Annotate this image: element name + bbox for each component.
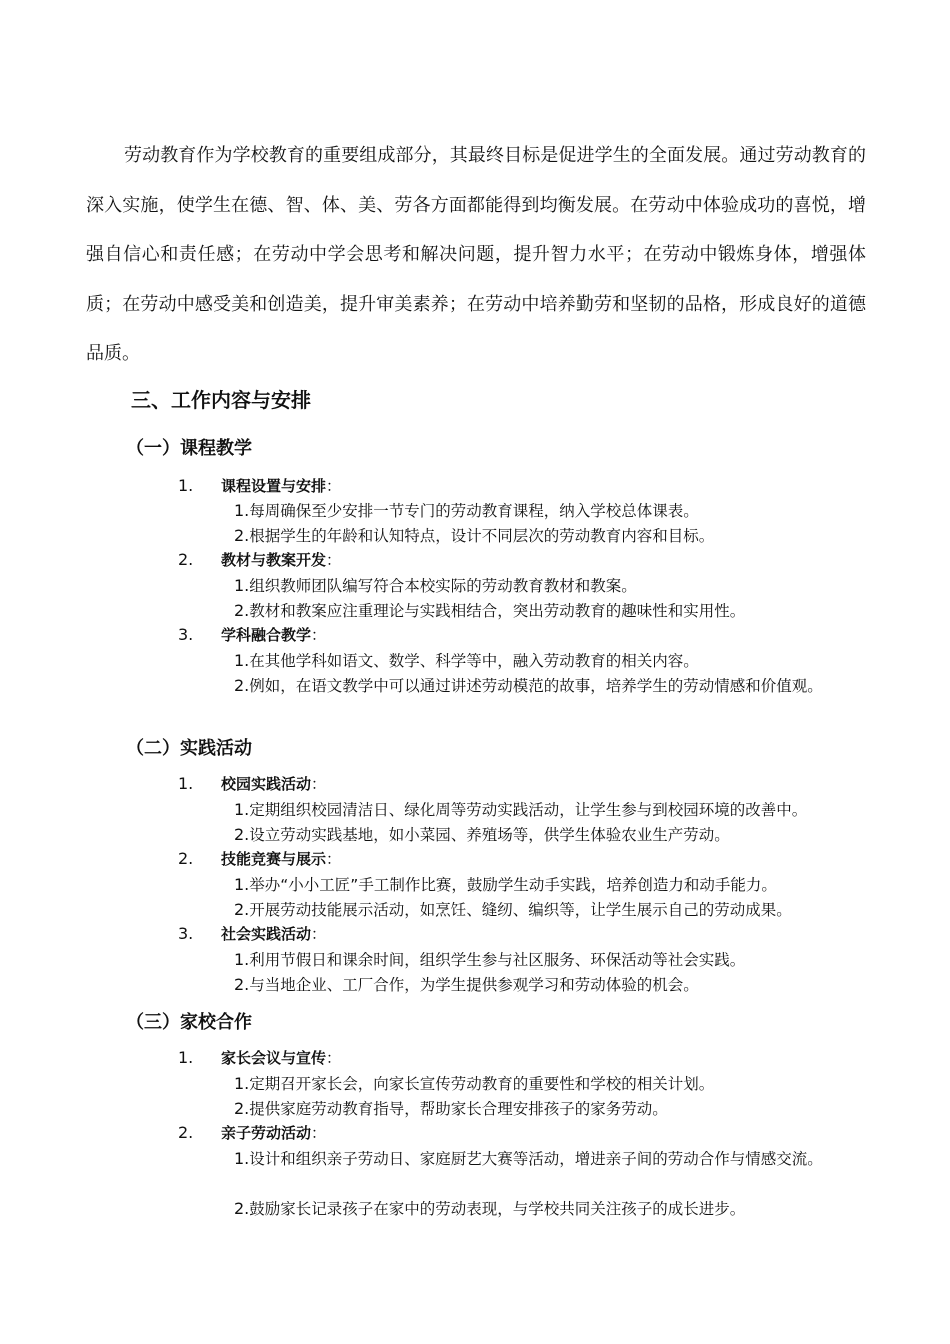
sub-item: 1.定期组织校园清洁日、绿化周等劳动实践活动，让学生参与到校园环境的改善中。 (234, 800, 808, 819)
list-item: 2. 亲子劳动活动： (178, 1123, 327, 1142)
sub-item: 1.每周确保至少安排一节专门的劳动教育课程，纳入学校总体课表。 (234, 501, 699, 520)
subsection-title-course: （一）课程教学 (126, 438, 252, 459)
subsection-title-practice: （二）实践活动 (126, 738, 252, 759)
list-item: 1. 校园实践活动： (178, 774, 327, 793)
list-item: 3. 社会实践活动： (178, 924, 327, 943)
list-item: 3. 学科融合教学： (178, 625, 327, 644)
sub-item: 2.教材和教案应注重理论与实践相结合，突出劳动教育的趣味性和实用性。 (234, 601, 746, 620)
subsection-title-home-school: （三）家校合作 (126, 1012, 252, 1033)
list-item: 2. 技能竞赛与展示： (178, 849, 342, 868)
sub-item: 2.设立劳动实践基地，如小菜园、养殖场等，供学生体验农业生产劳动。 (234, 825, 730, 844)
sub-item: 2.与当地企业、工厂合作，为学生提供参观学习和劳动体验的机会。 (234, 975, 699, 994)
sub-item: 1.举办“小小工匠”手工制作比赛，鼓励学生动手实践，培养创造力和动手能力。 (234, 875, 777, 894)
intro-paragraph: 劳动教育作为学校教育的重要组成部分，其最终目标是促进学生的全面发展。通过劳动教育的深入实施，使学生在德、智、体、美、劳各方面都能得到均衡发展。在劳动中体验成功的喜悦，增强自信心和责任感；在劳动中学会思考和解决问题，提升智力水平；在劳动中锻炼身体，增强体质；在劳动中感受美和创造美，提升审美素养；在劳动中培养勤劳和坚韧的品格，形成良好的道德品质。 (86, 145, 866, 365)
sub-item: 1.在其他学科如语文、数学、科学等中，融入劳动教育的相关内容。 (234, 651, 699, 670)
sub-item: 1.定期召开家长会，向家长宣传劳动教育的重要性和学校的相关计划。 (234, 1074, 715, 1093)
list-item: 1. 课程设置与安排： (178, 476, 342, 495)
sub-item: 1.组织教师团队编写符合本校实际的劳动教育教材和教案。 (234, 576, 637, 595)
sub-item: 2.根据学生的年龄和认知特点，设计不同层次的劳动教育内容和目标。 (234, 526, 715, 545)
sub-item: 1.利用节假日和课余时间，组织学生参与社区服务、环保活动等社会实践。 (234, 950, 746, 969)
list-item: 2. 教材与教案开发： (178, 550, 342, 569)
sub-item: 2.开展劳动技能展示活动，如烹饪、缝纫、编织等，让学生展示自己的劳动成果。 (234, 900, 792, 919)
sub-item: 2.例如，在语文教学中可以通过讲述劳动模范的故事，培养学生的劳动情感和价值观。 (234, 676, 823, 695)
section-heading: 三、工作内容与安排 (131, 388, 311, 412)
sub-item: 2.提供家庭劳动教育指导，帮助家长合理安排孩子的家务劳动。 (234, 1099, 668, 1118)
list-item: 1. 家长会议与宣传： (178, 1048, 342, 1067)
sub-item: 1.设计和组织亲子劳动日、家庭厨艺大赛等活动，增进亲子间的劳动合作与情感交流。 (234, 1149, 823, 1168)
sub-item: 2.鼓励家长记录孩子在家中的劳动表现，与学校共同关注孩子的成长进步。 (234, 1199, 746, 1218)
